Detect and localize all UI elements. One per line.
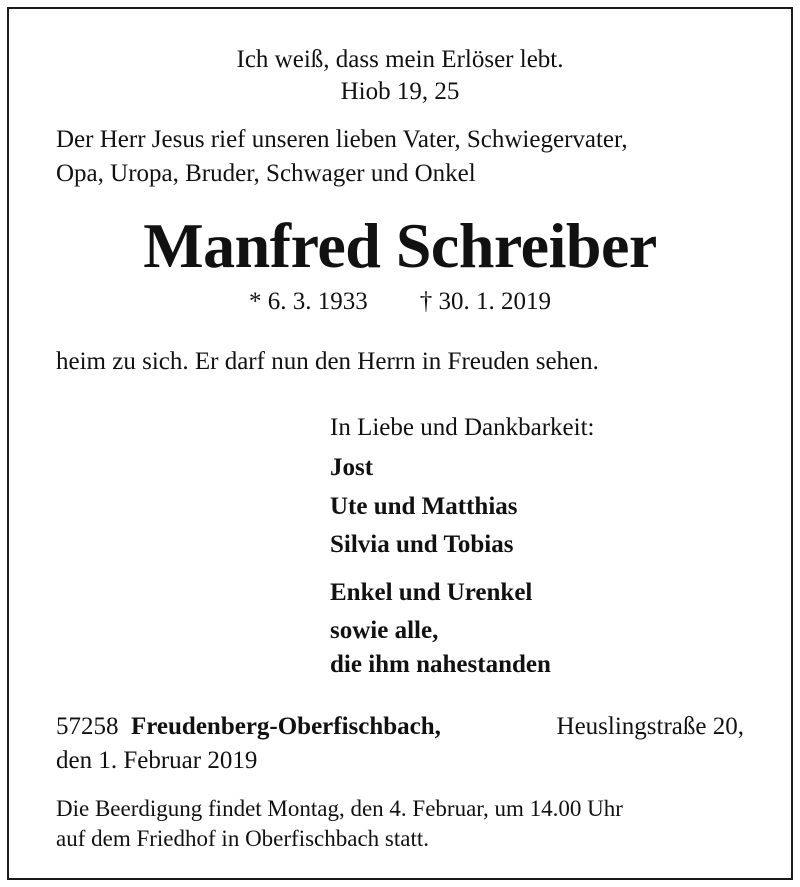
- notice-date: den 1. Februar 2019: [56, 747, 258, 774]
- funeral-line-1: Die Beerdigung findet Montag, den 4. Februar, um 14.00 Uhr: [56, 796, 623, 821]
- bible-verse: Ich weiß, dass mein Erlöser lebt.: [236, 46, 564, 73]
- grandchildren: Enkel und Urenkel: [330, 579, 533, 606]
- mourners-heading: In Liebe und Dankbarkeit:: [330, 414, 595, 441]
- town: Freudenberg-Oberfischbach,: [131, 713, 441, 740]
- intro-line-2: Opa, Uropa, Bruder, Schwager und Onkel: [56, 160, 476, 187]
- mourner-name: Silvia und Tobias: [330, 531, 514, 558]
- obituary-notice: [7, 7, 793, 880]
- others-line-1: sowie alle,: [330, 617, 439, 644]
- funeral-line-2: auf dem Friedhof in Oberfischbach statt.: [56, 826, 429, 851]
- death-date: † 30. 1. 2019: [419, 288, 551, 315]
- outro-text: heim zu sich. Er darf nun den Herrn in Freuden sehen.: [56, 348, 599, 375]
- street: Heuslingstraße 20,: [556, 713, 744, 740]
- mourner-name: Ute und Matthias: [330, 493, 518, 520]
- life-dates: [9, 287, 791, 317]
- postcode: 57258: [56, 713, 119, 740]
- birth-date: * 6. 3. 1933: [249, 288, 368, 315]
- bible-reference: Hiob 19, 25: [340, 78, 460, 105]
- address-line: [56, 712, 441, 742]
- intro-line-1: Der Herr Jesus rief unseren lieben Vater, Schwiegervater,: [56, 126, 628, 153]
- others-line-2: die ihm nahestanden: [330, 651, 551, 678]
- mourner-name: Jost: [330, 454, 374, 481]
- deceased-name: Manfred Schreiber: [143, 210, 657, 281]
